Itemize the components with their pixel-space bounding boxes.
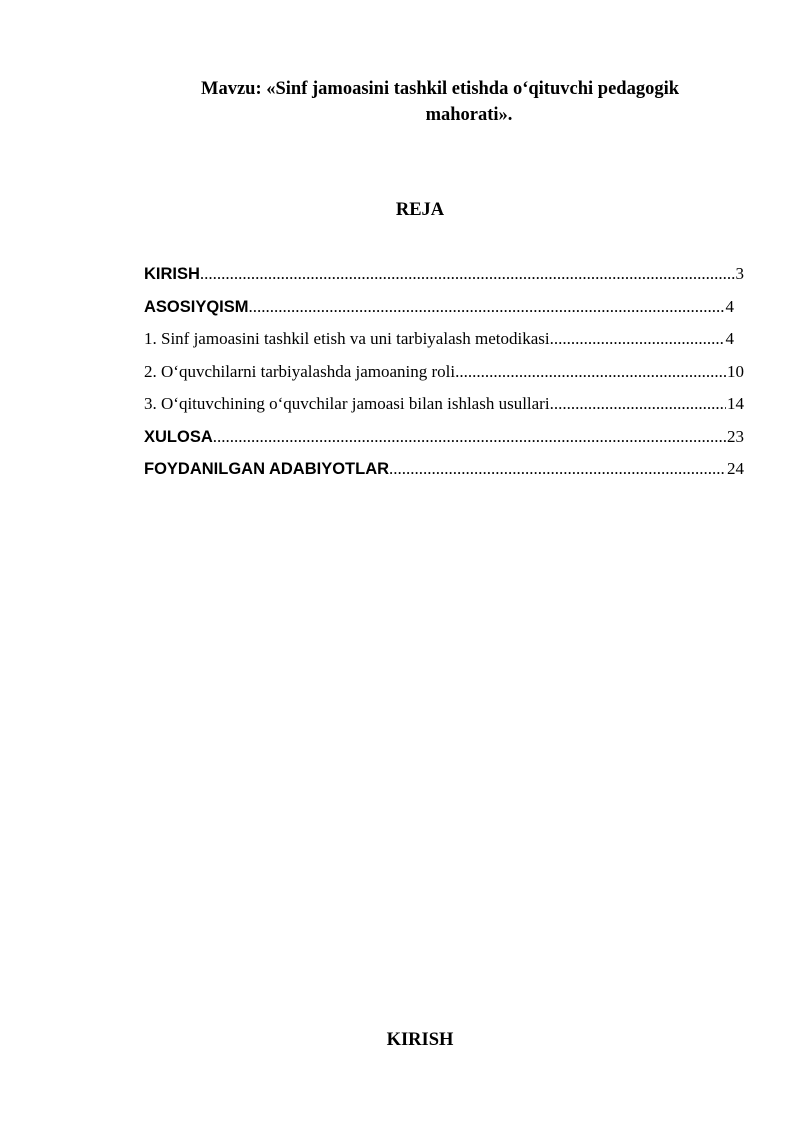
toc-entry-page: 10 bbox=[727, 361, 744, 381]
toc-entry-label: KIRISH bbox=[144, 265, 200, 283]
toc-entry-page: 4 bbox=[725, 329, 734, 348]
table-of-contents bbox=[144, 262, 744, 490]
title-line-2: mahorati». bbox=[425, 105, 513, 125]
toc-entry-label: 2. O‘quvchilarni tarbiyalashda jamoaning roli bbox=[144, 361, 456, 381]
toc-entry-adabiyotlar[interactable] bbox=[144, 457, 744, 490]
toc-leader-dots bbox=[455, 360, 726, 384]
toc-entry-page: 3 bbox=[735, 264, 744, 283]
toc-entry-label: XULOSA bbox=[144, 427, 213, 446]
toc-entry-label: ASOSIYQISM bbox=[144, 297, 249, 316]
toc-entry-page: 24 bbox=[727, 459, 744, 478]
toc-entry-label: FOYDANILGAN ADABIYOTLAR bbox=[144, 460, 390, 478]
toc-leader-dots bbox=[550, 327, 725, 351]
document-title bbox=[150, 76, 730, 128]
toc-entry-xulosa[interactable] bbox=[144, 425, 744, 458]
toc-leader-dots bbox=[389, 457, 726, 481]
toc-entry-label: 3. O‘qituvchining o‘quvchilar jamoasi bilan ishlash usullari bbox=[144, 394, 550, 413]
toc-leader-dots bbox=[213, 425, 726, 449]
toc-entry-page: 23 bbox=[727, 426, 744, 446]
toc-entry-kirish[interactable] bbox=[144, 262, 744, 295]
plan-heading: REJA bbox=[395, 200, 445, 220]
toc-entry-section-3[interactable] bbox=[144, 392, 744, 425]
title-line-1: Mavzu: «Sinf jamoasini tashkil etishda o‘qituvchi pedagogik bbox=[201, 79, 679, 99]
toc-leader-dots bbox=[249, 295, 725, 319]
toc-entry-section-1[interactable] bbox=[144, 327, 744, 360]
toc-entry-section-2[interactable] bbox=[144, 360, 744, 393]
toc-leader-dots bbox=[550, 392, 726, 416]
toc-entry-page: 4 bbox=[725, 296, 734, 316]
toc-leader-dots bbox=[200, 262, 735, 286]
toc-entry-label: 1. Sinf jamoasini tashkil etish va uni tarbiyalash metodikasi bbox=[144, 329, 550, 348]
toc-entry-page: 14 bbox=[727, 394, 744, 413]
toc-entry-asosiy-qism[interactable] bbox=[144, 295, 744, 328]
section-heading-kirish: KIRISH bbox=[386, 1030, 454, 1050]
